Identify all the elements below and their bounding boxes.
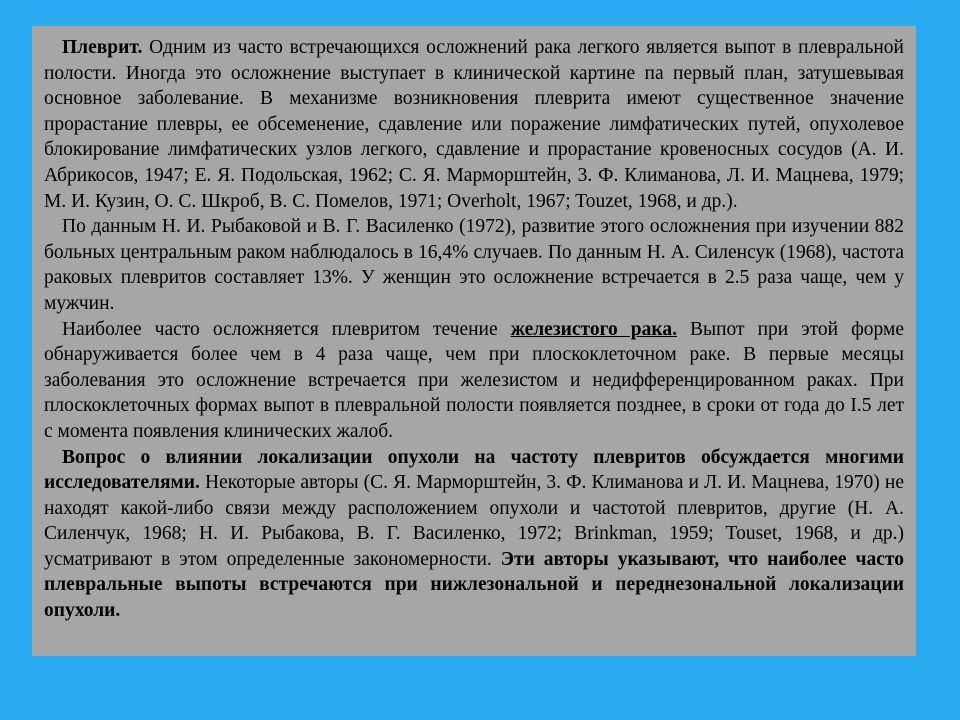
localization-text: Некоторые авторы (С. Я. Марморштейн, 3. Ф. Климанова и Л. И. Мацнева, 1970) не находят какой-либо связи между расположением опухоли и частотой плевритов, другие (Н. А. Силенчук, 1968; Н. И. Рыбакова, В. Г. Василенко, 1972; Brinkman, 1959; Touset, 1968, и др.) усматривают в этом определенные закономерности. <box>44 472 904 570</box>
text-panel <box>32 26 916 656</box>
paragraph-localization <box>44 445 904 624</box>
localization-conclusion: Эти авторы указывают, что наиболее часто плевральные выпоты встречаются при нижлезональной и переднезональной локализации опухоли. <box>44 548 905 622</box>
glandular-text-after: Выпот при этой форме обнаруживается более чем в 4 раза чаще, чем при плоскоклеточном раке. В первые месяцы заболевания это осложнение встречается при железистом и недифференцированном раках. При плоскоклеточных формах выпот в плевральной полости появляется позднее, в сроки от года до I.5 лет с момента появления клинических жалоб. <box>44 318 904 442</box>
pleurisy-intro-text: Одним из часто встречающихся осложнений рака легкого является выпот в плевральной полости. Иногда это осложнение выступает в клинической картине па первый план, затушевывая основное заболевание. В механизме возникновения плеврита имеют существенное значение прорастание плевры, ее обсеменение, сдавление или поражение лимфатических путей, опухолевое блокирование лимфатических узлов легкого, сдавление и прорастание кровеносных сосудов (А. И. Абрикосов, 1947; Е. Я. Подольская, 1962; С. Я. Марморштейн, 3. Ф. Климанова, Л. И. Мацнева, 1979; М. И. Кузин, О. С. Шкроб, В. С. Помелов, 1971; Overholt, 1967; Touzet, 1968, и др.). <box>44 37 904 212</box>
pleurisy-heading: Плеврит. <box>62 37 143 58</box>
statistics-text: По данным Н. И. Рыбаковой и В. Г. Василенко (1972), развитие этого осложнения при изучении 882 больных центральным раком наблюдалось в 16,4% случаев. По данным Н. А. Силенсук (1968), частота раковых плевритов составляет 13%. У женщин это осложнение встречается в 2.5 раза чаще, чем у мужчин. <box>44 216 904 314</box>
paragraph-statistics <box>44 214 904 316</box>
localization-question: Вопрос о влиянии локализации опухоли на частоту плевритов обсуждается многими исследователями. <box>44 446 904 494</box>
glandular-cancer-emphasis: железистого рака. <box>510 318 677 340</box>
glandular-text-before: Наиболее часто осложняется плевритом течение <box>62 318 511 340</box>
paragraph-pleurisy-intro <box>44 35 904 214</box>
paragraph-glandular-cancer <box>44 317 904 445</box>
